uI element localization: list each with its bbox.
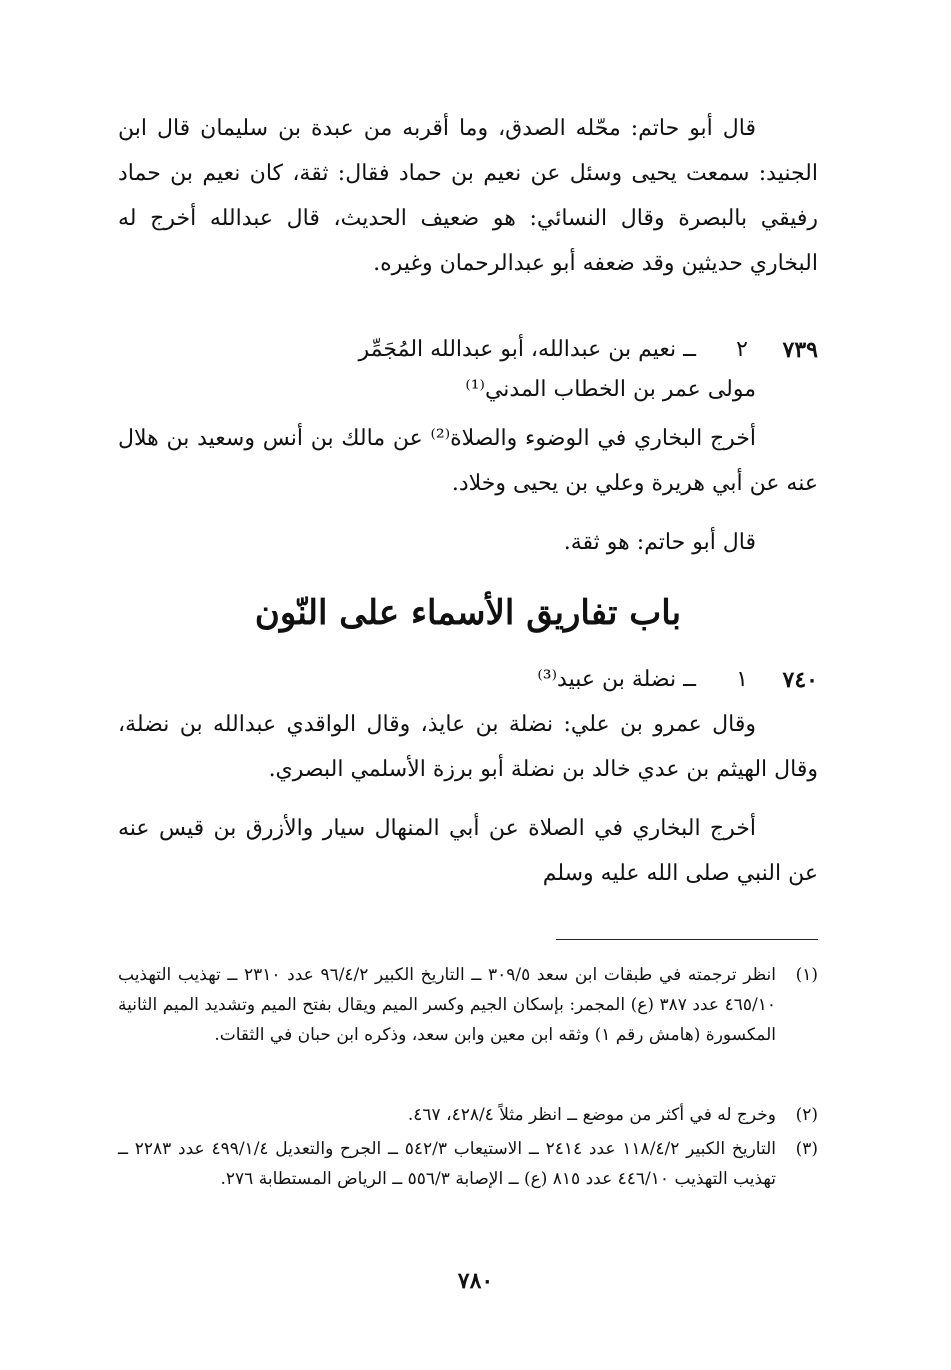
paragraph-abu-hatim-opinion: قال أبو حاتم: محّله الصدق، وما أقربه من عبدة بن سليمان قال ابن الجنيد: سمعت يحيى وسئل عن نعيم بن حماد فقال: ثقة، كان نعيم بن حماد رفيقي بالبصرة وقال النسائي: هو ضعيف الحديث، قال عبدالله أخرج له البخاري حديثين وقد ضعفه أبو عبدالرحمان وغيره. <box>118 116 818 276</box>
footnote-mark: (٣) <box>795 1139 818 1159</box>
entry-number: ٧٤٠ <box>782 667 818 693</box>
entry-739-heading <box>118 330 818 370</box>
paragraph-amr-bin-ali: وقال عمرو بن علي: نضلة بن عايذ، وقال الواقدي عبدالله بن نضلة، وقال الهيثم بن عدي خالد بن نضلة أبو برزة الأسلمي البصري. <box>118 712 818 782</box>
footnote-text: وخرج له في أكثر من موضع ــ انظر مثلاً ٤٢٨/٤، ٤٦٧. <box>407 1105 776 1125</box>
footnote-2 <box>118 1100 818 1130</box>
entry-sub-number: ٢ <box>736 337 748 362</box>
section-heading: باب تفاريق الأسماء على النّون <box>254 593 682 633</box>
paragraph-abu-hatim-thiqa: قال أبو حاتم: هو ثقة. <box>563 530 756 555</box>
page-number: ٧٨٠ <box>457 1268 494 1294</box>
footnote-mark: (١) <box>795 965 818 985</box>
entry-number: ٧٣٩ <box>782 337 818 363</box>
footnote-divider <box>556 939 818 940</box>
paragraph-bukhari-739: أخرج البخاري في الوضوء والصلاة⁽²⁾ عن مالك بن أنس وسعيد بن هلال عنه عن أبي هريرة وعلي بن يحيى وخلاد. <box>118 426 818 496</box>
footnote-mark: (٢) <box>795 1105 818 1125</box>
entry-sub-number: ١ <box>736 667 748 692</box>
entry-name: ــ نضلة بن عبيد⁽³⁾ <box>537 667 696 692</box>
footnote-1 <box>118 960 818 1050</box>
entry-name: ــ نعيم بن عبدالله، أبو عبدالله المُجَمِّر <box>358 337 696 362</box>
entry-739-line2 <box>118 370 818 410</box>
footnote-text: التاريخ الكبير ١١٨/٤/٢ عدد ٢٤١٤ ــ الاستيعاب ٥٤٢/٣ ــ الجرح والتعديل ٤٩٩/١/٤ عدد ٢٢٨٣ ــ تهذيب التهذيب ٤٤٦/١٠ عدد ٨١٥ (ع) ــ الإصابة ٥٥٦/٣ ــ الرياض المستطابة ٢٧٦. <box>118 1139 776 1189</box>
footnote-text: انظر ترجمته في طبقات ابن سعد ٣٠٩/٥ ــ التاريخ الكبير ٩٦/٤/٢ عدد ٢٣١٠ ــ تهذيب التهذيب ٤٦٥/١٠ عدد ٣٨٧ (ع) المجمر: بإسكان الجيم وكسر الميم ويقال بفتح الميم وتشديد الميم الثانية المكسورة (هامش رقم ١) وثقه ابن معين وابن سعد، وذكره ابن حبان في الثقات. <box>118 965 776 1045</box>
paragraph-bukhari-740: أخرج البخاري في الصلاة عن أبي المنهال سيار والأزرق بن قيس عنه عن النبي صلى الله عليه وسلم <box>118 816 818 886</box>
entry-740-heading <box>118 660 818 700</box>
entry-subtitle: مولى عمر بن الخطاب المدني⁽¹⁾ <box>465 377 756 402</box>
footnote-3 <box>118 1134 818 1194</box>
